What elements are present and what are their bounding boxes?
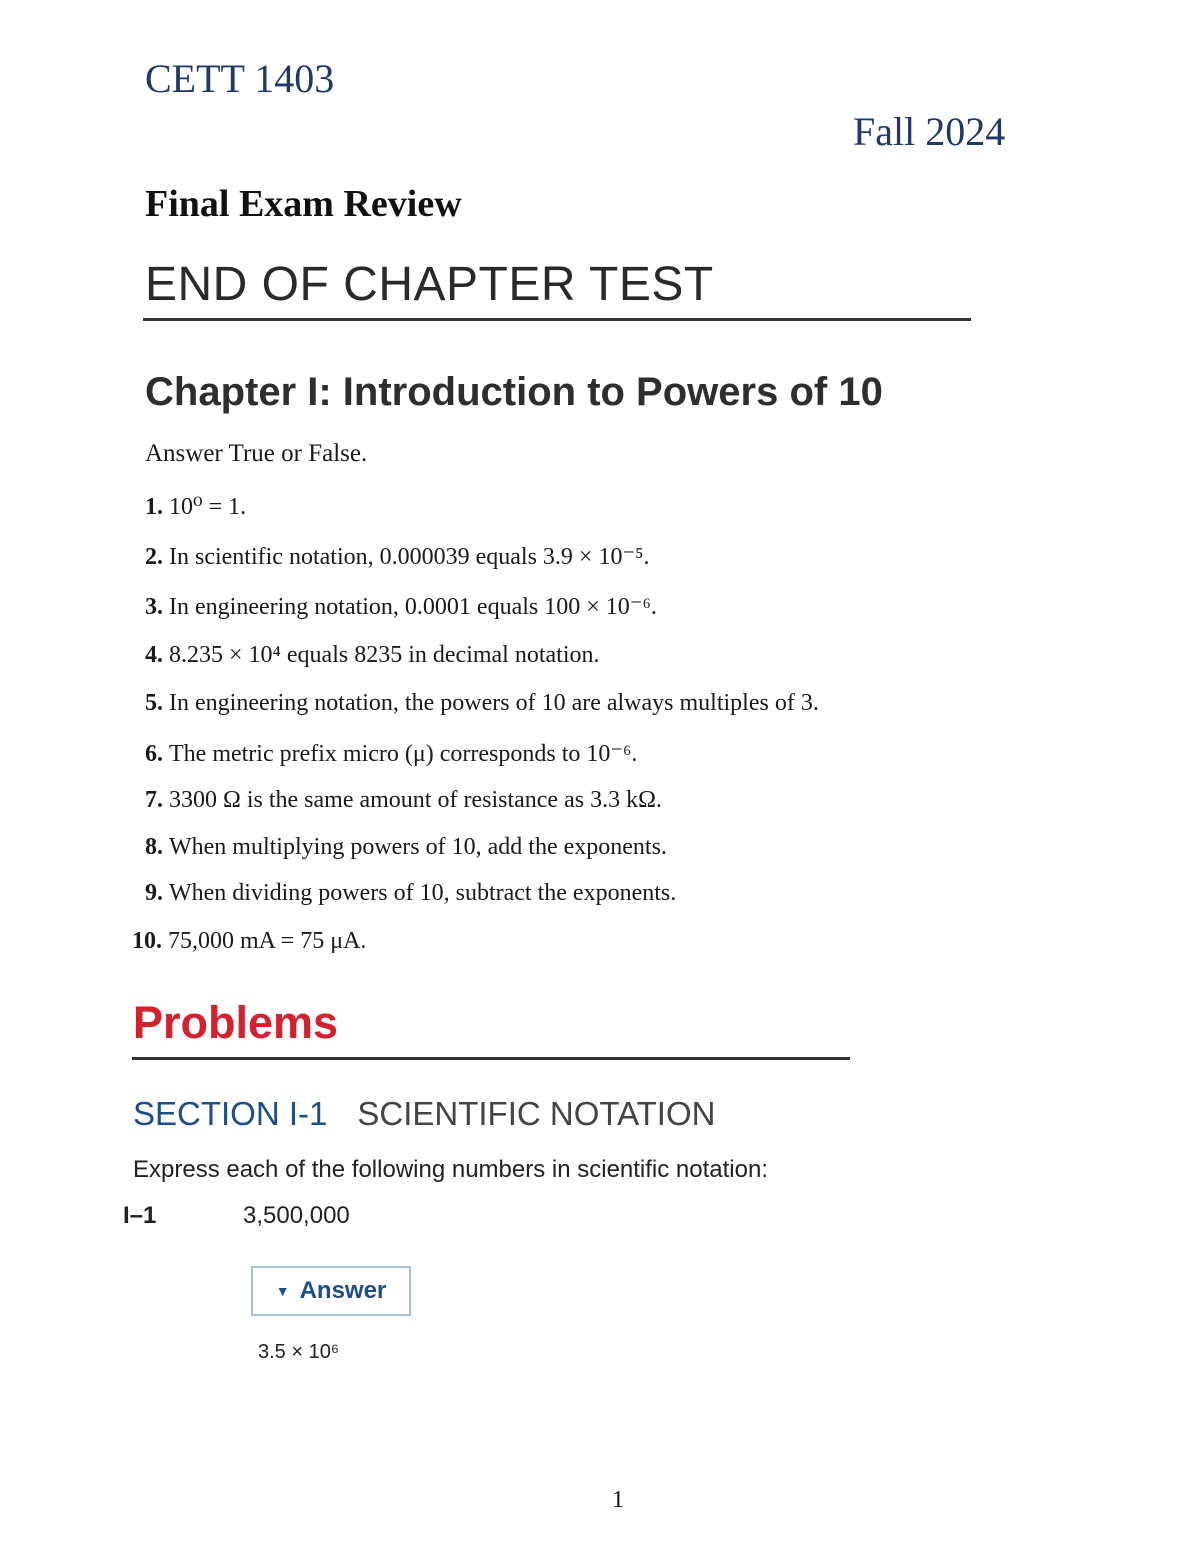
chapter-test-heading: END OF CHAPTER TEST <box>145 258 714 311</box>
term-label: Fall 2024 <box>853 109 1006 154</box>
true-false-instruction: Answer True or False. <box>145 440 368 467</box>
problem-number: I–1 <box>123 1202 157 1229</box>
question-number: 3. <box>145 594 163 620</box>
section-name: SCIENTIFIC NOTATION <box>357 1095 716 1132</box>
answer-toggle-button[interactable] <box>251 1266 411 1316</box>
question-text: 75,000 mA = 75 μA. <box>168 928 367 954</box>
question-item <box>145 690 819 717</box>
answer-button-label: Answer <box>299 1277 387 1304</box>
question-text: 8.235 × 10⁴ equals 8235 in decimal notation. <box>169 642 600 668</box>
question-number: 10. <box>132 928 162 954</box>
question-number: 7. <box>145 787 163 813</box>
course-code: CETT 1403 <box>145 56 335 101</box>
question-number: 2. <box>145 544 163 570</box>
heading-divider <box>143 318 971 321</box>
question-text: When dividing powers of 10, subtract the exponents. <box>169 880 677 906</box>
question-number: 4. <box>145 642 163 668</box>
question-text: 10⁰ = 1. <box>169 494 247 520</box>
question-item <box>145 834 667 861</box>
question-number: 1. <box>145 494 163 520</box>
document-title: Final Exam Review <box>145 183 462 225</box>
question-text: The metric prefix micro (μ) corresponds to 10⁻⁶. <box>169 741 638 767</box>
section-heading <box>133 1095 715 1133</box>
problem-instruction: Express each of the following numbers in scientific notation: <box>133 1156 769 1183</box>
question-number: 5. <box>145 690 163 716</box>
question-item <box>145 739 637 768</box>
question-item <box>145 492 246 521</box>
chapter-title: Chapter I: Introduction to Powers of 10 <box>145 370 883 414</box>
question-text: 3300 Ω is the same amount of resistance as 3.3 kΩ. <box>169 787 662 813</box>
chevron-down-icon: ▼ <box>275 1283 290 1299</box>
question-item <box>145 642 600 669</box>
question-item <box>145 592 657 621</box>
question-text: When multiplying powers of 10, add the exponents. <box>169 834 667 860</box>
question-text: In scientific notation, 0.000039 equals 3.9 × 10⁻⁵. <box>169 544 650 570</box>
question-item <box>145 542 650 571</box>
problem-value: 3,500,000 <box>243 1202 350 1229</box>
question-item <box>145 880 676 907</box>
section-number: SECTION I-1 <box>133 1095 328 1132</box>
problems-heading: Problems <box>133 997 339 1048</box>
page-number: 1 <box>612 1487 624 1513</box>
answer-text: 3.5 × 10⁶ <box>258 1341 340 1363</box>
question-text: In engineering notation, 0.0001 equals 100 × 10⁻⁶. <box>169 594 657 620</box>
problems-divider <box>132 1057 850 1060</box>
question-number: 6. <box>145 741 163 767</box>
question-item <box>145 787 662 814</box>
question-item <box>132 928 366 955</box>
question-text: In engineering notation, the powers of 10 are always multiples of 3. <box>169 690 819 716</box>
question-number: 9. <box>145 880 163 906</box>
question-number: 8. <box>145 834 163 860</box>
